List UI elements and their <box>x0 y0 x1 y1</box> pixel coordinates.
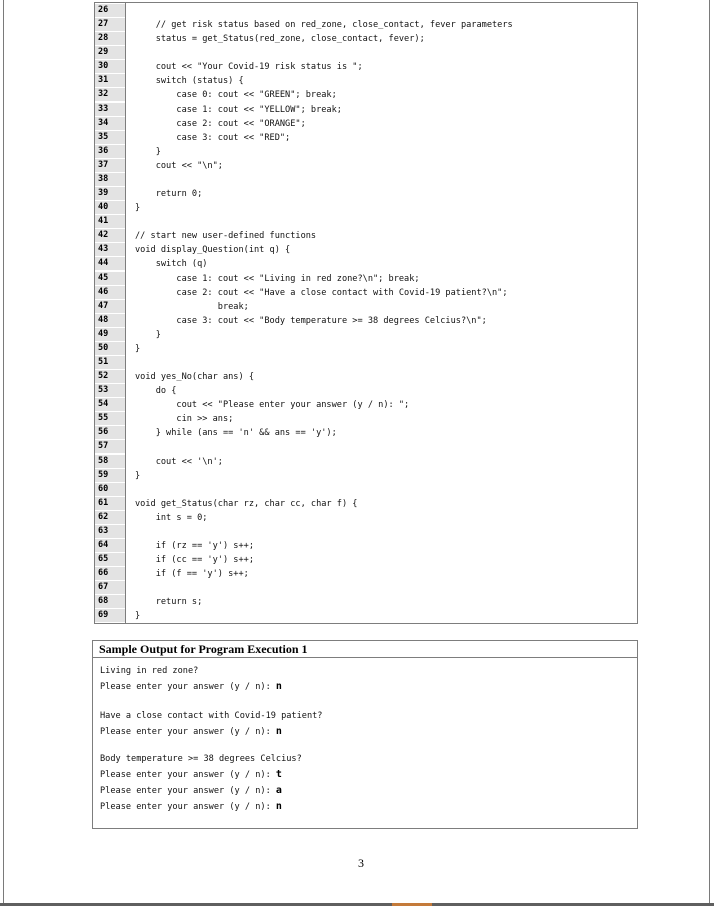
code-text: int s = 0; <box>135 512 208 523</box>
code-line <box>95 117 637 131</box>
code-line <box>95 215 637 229</box>
code-listing <box>94 2 638 624</box>
code-text: cout << "Your Covid-19 risk status is "; <box>135 62 363 73</box>
output-line <box>100 753 302 765</box>
code-line <box>95 398 637 412</box>
line-number: 29 <box>95 46 125 60</box>
code-line <box>95 342 637 356</box>
user-input-value: n <box>275 681 282 692</box>
line-number: 31 <box>95 74 125 88</box>
code-text: break; <box>135 301 249 312</box>
code-line <box>95 469 637 483</box>
line-number: 38 <box>95 173 125 187</box>
line-number: 40 <box>95 201 125 215</box>
code-text: do { <box>135 386 177 397</box>
code-line <box>95 18 637 32</box>
code-text: cout << "\n"; <box>135 160 223 171</box>
output-text: Please enter your answer (y / n): <box>100 802 276 812</box>
line-number: 39 <box>95 187 125 201</box>
line-number: 61 <box>95 497 125 511</box>
code-line <box>95 46 637 60</box>
line-number: 62 <box>95 511 125 525</box>
code-text: return 0; <box>135 189 203 200</box>
code-line <box>95 370 637 384</box>
line-number: 54 <box>95 398 125 412</box>
code-line <box>95 229 637 243</box>
code-line <box>95 173 637 187</box>
line-number: 58 <box>95 455 125 469</box>
code-text: } <box>135 146 161 157</box>
code-text: } <box>135 470 141 481</box>
code-text: } <box>135 611 141 622</box>
line-number: 67 <box>95 581 125 595</box>
user-input-value: n <box>275 801 282 812</box>
line-number: 37 <box>95 159 125 173</box>
output-line <box>100 665 198 677</box>
document-page <box>3 0 710 904</box>
line-number: 32 <box>95 88 125 102</box>
code-line <box>95 201 637 215</box>
line-number: 28 <box>95 32 125 46</box>
code-text: void yes_No(char ans) { <box>135 372 254 383</box>
code-text: case 3: cout << "Body temperature >= 38 degrees Celcius?\n"; <box>135 315 487 326</box>
code-text: case 1: cout << "Living in red zone?\n"; break; <box>135 273 420 284</box>
line-number: 46 <box>95 286 125 300</box>
line-number: 30 <box>95 60 125 74</box>
code-text: // start new user-defined functions <box>135 231 317 242</box>
code-line <box>95 74 637 88</box>
line-number: 59 <box>95 469 125 483</box>
line-number: 50 <box>95 342 125 356</box>
line-number: 53 <box>95 384 125 398</box>
output-text: Please enter your answer (y / n): <box>100 682 276 692</box>
code-text: if (f == 'y') s++; <box>135 569 249 580</box>
line-number: 57 <box>95 440 125 454</box>
line-number: 41 <box>95 215 125 229</box>
code-line <box>95 145 637 159</box>
line-number: 44 <box>95 257 125 271</box>
line-number: 45 <box>95 272 125 286</box>
output-line <box>100 681 282 693</box>
code-text: cout << "Please enter your answer (y / n): "; <box>135 400 410 411</box>
code-line <box>95 609 637 623</box>
code-line <box>95 581 637 595</box>
code-line <box>95 483 637 497</box>
code-line <box>95 300 637 314</box>
code-line <box>95 412 637 426</box>
line-number: 63 <box>95 525 125 539</box>
sample-output-divider <box>93 657 637 658</box>
code-text: return s; <box>135 597 203 608</box>
code-text: // get risk status based on red_zone, close_contact, fever parameters <box>135 20 513 31</box>
code-line <box>95 88 637 102</box>
output-line <box>100 785 282 797</box>
code-line <box>95 539 637 553</box>
code-text: switch (status) { <box>135 76 244 87</box>
line-number: 35 <box>95 131 125 145</box>
code-line <box>95 553 637 567</box>
user-input-value: a <box>275 785 282 796</box>
line-number: 48 <box>95 314 125 328</box>
user-input-value: t <box>275 769 282 780</box>
code-line <box>95 32 637 46</box>
line-number: 55 <box>95 412 125 426</box>
line-number: 49 <box>95 328 125 342</box>
output-text: Please enter your answer (y / n): <box>100 727 276 737</box>
output-line <box>100 769 282 781</box>
code-line <box>95 525 637 539</box>
code-text: switch (q) <box>135 259 208 270</box>
code-text: if (cc == 'y') s++; <box>135 555 254 566</box>
line-number: 68 <box>95 595 125 609</box>
line-number: 52 <box>95 370 125 384</box>
code-line <box>95 567 637 581</box>
line-number: 43 <box>95 243 125 257</box>
output-line <box>100 726 282 738</box>
code-text: void display_Question(int q) { <box>135 245 291 256</box>
output-text: Living in red zone? <box>100 666 199 676</box>
line-number: 26 <box>95 4 125 18</box>
code-line <box>95 511 637 525</box>
code-text: } <box>135 203 141 214</box>
code-text: status = get_Status(red_zone, close_contact, fever); <box>135 34 425 45</box>
code-line <box>95 272 637 286</box>
code-line <box>95 426 637 440</box>
code-text: case 0: cout << "GREEN"; break; <box>135 90 337 101</box>
code-line <box>95 187 637 201</box>
code-line <box>95 131 637 145</box>
code-line <box>95 497 637 511</box>
code-text: } <box>135 329 161 340</box>
code-text: case 2: cout << "ORANGE"; <box>135 118 306 129</box>
code-line <box>95 384 637 398</box>
line-number: 51 <box>95 356 125 370</box>
code-line <box>95 595 637 609</box>
code-line <box>95 356 637 370</box>
line-number: 47 <box>95 300 125 314</box>
line-number: 56 <box>95 426 125 440</box>
code-line <box>95 4 637 18</box>
line-number: 65 <box>95 553 125 567</box>
output-text: Have a close contact with Covid-19 patient? <box>100 711 323 721</box>
code-line <box>95 159 637 173</box>
code-line <box>95 243 637 257</box>
code-text: case 2: cout << "Have a close contact with Covid-19 patient?\n"; <box>135 287 508 298</box>
code-text: void get_Status(char rz, char cc, char f) { <box>135 498 358 509</box>
code-line <box>95 440 637 454</box>
output-line <box>100 710 322 722</box>
code-text: } <box>135 343 141 354</box>
line-number: 34 <box>95 117 125 131</box>
line-number: 66 <box>95 567 125 581</box>
line-number: 60 <box>95 483 125 497</box>
code-line <box>95 328 637 342</box>
output-line <box>100 801 282 813</box>
code-line <box>95 60 637 74</box>
output-text: Body temperature >= 38 degrees Celcius? <box>100 754 302 764</box>
sample-output-title: Sample Output for Program Execution 1 <box>99 642 308 656</box>
line-number: 42 <box>95 229 125 243</box>
code-text: case 3: cout << "RED"; <box>135 132 291 143</box>
code-text: cin >> ans; <box>135 414 234 425</box>
code-text: if (rz == 'y') s++; <box>135 541 254 552</box>
code-line <box>95 257 637 271</box>
code-text: cout << '\n'; <box>135 456 223 467</box>
user-input-value: n <box>275 726 282 737</box>
sample-output-box <box>92 640 638 829</box>
code-text: case 1: cout << "YELLOW"; break; <box>135 104 342 115</box>
code-line <box>95 103 637 117</box>
code-text: } while (ans == 'n' && ans == 'y'); <box>135 428 337 439</box>
page-number: 3 <box>358 856 364 870</box>
output-text: Please enter your answer (y / n): <box>100 770 276 780</box>
line-number: 36 <box>95 145 125 159</box>
code-line <box>95 286 637 300</box>
line-number: 64 <box>95 539 125 553</box>
line-number: 33 <box>95 103 125 117</box>
code-line <box>95 314 637 328</box>
line-number: 69 <box>95 609 125 623</box>
code-line <box>95 455 637 469</box>
output-text: Please enter your answer (y / n): <box>100 786 276 796</box>
line-number: 27 <box>95 18 125 32</box>
